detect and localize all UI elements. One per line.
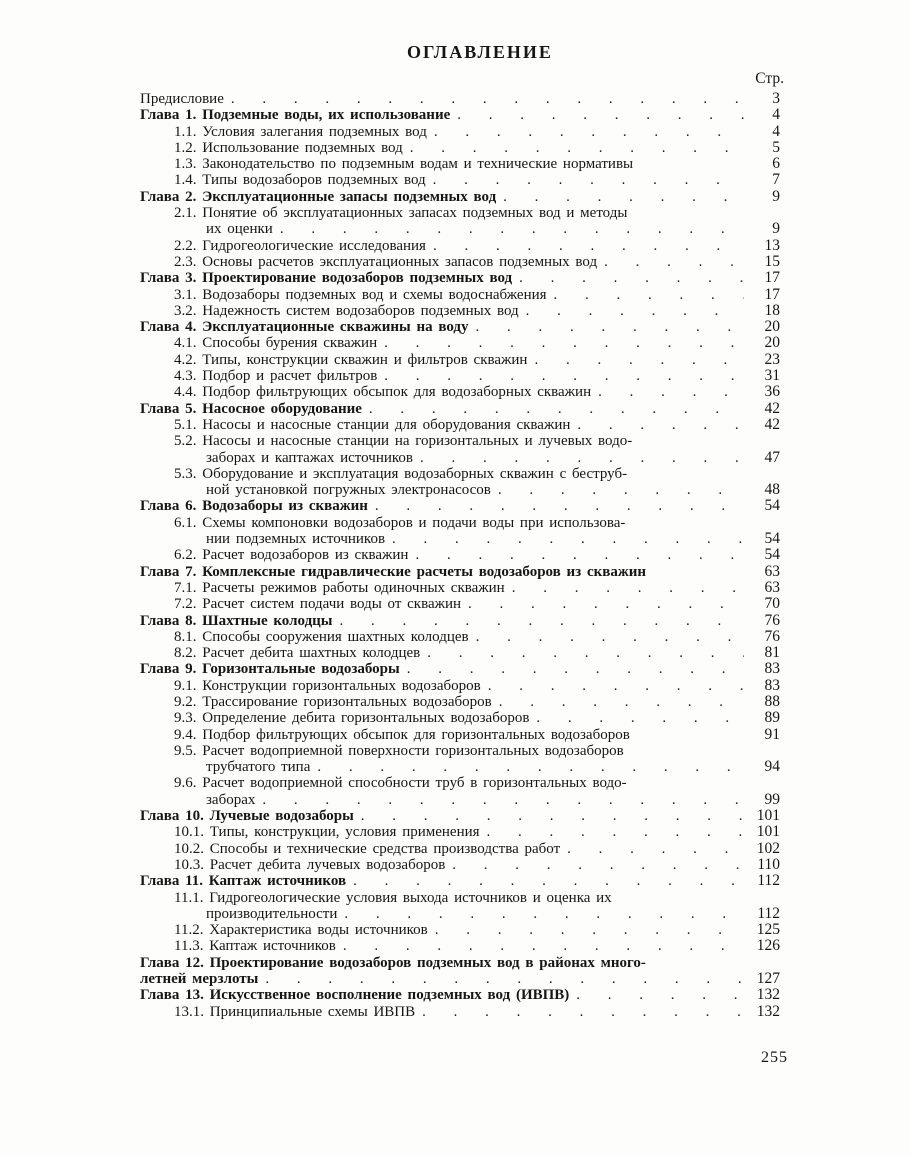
page-title: ОГЛАВЛЕНИЕ [407, 42, 553, 62]
dot-leader [340, 613, 744, 629]
toc-entry [140, 254, 790, 270]
dot-leader [384, 335, 744, 351]
dot-leader [598, 384, 744, 400]
toc-line [140, 987, 790, 1003]
toc-entry-text: 4.3. Подбор и расчет фильтров [174, 368, 378, 385]
toc-entry-page: 126 [756, 937, 780, 955]
toc-line [140, 841, 790, 857]
toc-line [140, 564, 790, 580]
toc-entry-text: 10.2. Способы и технические средства производства работ [174, 840, 561, 857]
toc-entry-page: 15 [764, 252, 780, 270]
toc-entry-page: 4 [772, 106, 780, 124]
dot-leader [476, 629, 744, 645]
dot-leader [343, 938, 744, 954]
toc-entry-page: 63 [764, 578, 780, 596]
toc-entry [140, 335, 790, 351]
toc-entry-text: Глава 11. Каптаж источников [140, 873, 347, 890]
toc-line [140, 824, 790, 840]
dot-leader [392, 531, 744, 547]
toc-entry-text: 2.2. Гидрогеологические исследования [174, 237, 426, 254]
toc-entry-text: 2.1. Понятие об эксплуатационных запасах подземных вод и методы [174, 205, 628, 222]
dot-leader [512, 580, 744, 596]
toc-entry [140, 596, 790, 612]
toc-line [140, 743, 790, 759]
dot-leader [526, 303, 744, 319]
dot-leader [499, 694, 744, 710]
toc-entry-text: 1.2. Использование подземных вод [174, 139, 403, 156]
toc-line [140, 270, 790, 286]
dot-leader [554, 287, 744, 303]
toc-entry [140, 124, 790, 140]
toc-entry [140, 873, 790, 889]
toc-line [140, 498, 790, 514]
toc-entry-page: 54 [764, 497, 780, 515]
toc-entry-page: 127 [756, 970, 780, 988]
toc-entry-text: Предисловие [140, 91, 224, 107]
dot-leader [435, 922, 744, 938]
dot-leader [427, 645, 744, 661]
toc-entry [140, 189, 790, 205]
toc-line [140, 938, 790, 954]
toc-entry-page: 112 [757, 904, 780, 922]
dot-leader [262, 792, 744, 808]
toc-entry [140, 1004, 790, 1020]
toc-entry-text: заборах и каптажах источников [206, 449, 413, 466]
toc-line [140, 352, 790, 368]
toc-entry-text: 9.2. Трассирование горизонтальных водозаборов [174, 693, 492, 710]
toc-entry [140, 270, 790, 286]
toc-entry [140, 238, 790, 254]
toc-line [140, 107, 790, 123]
toc-entry-text: Глава 8. Шахтные колодцы [140, 612, 333, 629]
toc-entry [140, 205, 790, 238]
toc-entry-page: 20 [764, 334, 780, 352]
toc-entry-page: 48 [764, 481, 780, 499]
toc-entry [140, 710, 790, 726]
toc-entry-page: 42 [764, 399, 780, 417]
toc-line [140, 156, 790, 172]
toc-entry-text: производительности [206, 905, 338, 922]
toc-entry-text: 9.4. Подбор фильтрующих обсыпок для горизонтальных водозаборов [174, 726, 630, 743]
toc-entry-page: 31 [764, 367, 780, 385]
dot-leader [567, 841, 744, 857]
dot-leader [434, 124, 744, 140]
toc-entry [140, 91, 790, 107]
dot-leader [457, 107, 744, 123]
toc-entry-text: 1.4. Типы водозаборов подземных вод [174, 172, 426, 189]
toc-entry-page: 18 [764, 301, 780, 319]
dot-leader [375, 498, 744, 514]
toc-entry [140, 694, 790, 710]
toc-entry-text: Глава 4. Эксплуатационные скважины на воду [140, 319, 469, 336]
toc-entry-text: ной установкой погружных электронасосов [206, 482, 491, 499]
toc-entry-text: 10.3. Расчет дебита лучевых водозаборов [174, 856, 446, 873]
dot-leader [353, 873, 744, 889]
toc-entry [140, 743, 790, 776]
toc-entry-text: Глава 6. Водозаборы из скважин [140, 498, 368, 515]
toc-line [140, 368, 790, 384]
toc-entry [140, 287, 790, 303]
toc-line [140, 873, 790, 889]
toc-line [140, 140, 790, 156]
toc-entry-page: 94 [764, 758, 780, 776]
toc-entry [140, 857, 790, 873]
toc-line [140, 91, 790, 107]
toc-entry-page: 20 [764, 318, 780, 336]
toc-entry-page: 54 [764, 546, 780, 564]
toc-entry-text: 4.4. Подбор фильтрующих обсыпок для водозаборных скважин [174, 384, 592, 401]
toc-line [140, 596, 790, 612]
toc-entry-page: 9 [772, 220, 780, 238]
toc-line [140, 792, 790, 808]
toc-entry-text: Глава 10. Лучевые водозаборы [140, 808, 354, 825]
dot-leader [488, 678, 744, 694]
toc-line [140, 955, 790, 971]
toc-entry-text: 3.2. Надежность систем водозаборов подземных вод [174, 302, 519, 319]
dot-leader [498, 482, 744, 498]
toc-line [140, 303, 790, 319]
dot-leader [433, 238, 744, 254]
toc-entry [140, 140, 790, 156]
toc-entry-text: 4.2. Типы, конструкции скважин и фильтров скважин [174, 351, 528, 368]
toc-entry-page: 81 [764, 644, 780, 662]
toc-line [140, 694, 790, 710]
toc-line [140, 710, 790, 726]
dot-leader [361, 808, 744, 824]
dot-leader [415, 547, 744, 563]
toc-entry [140, 401, 790, 417]
toc-entry [140, 808, 790, 824]
toc-line [140, 433, 790, 449]
toc-entry-text: 9.3. Определение дебита горизонтальных водозаборов [174, 710, 530, 727]
toc-line [140, 124, 790, 140]
toc-entry-page: 36 [764, 383, 780, 401]
toc-entry-page: 76 [764, 611, 780, 629]
toc-entry [140, 515, 790, 548]
toc-line [140, 890, 790, 906]
toc-entry-page: 63 [764, 562, 780, 580]
toc-list [140, 91, 790, 1020]
toc-entry-text: 7.1. Расчеты режимов работы одиночных скважин [174, 579, 505, 596]
toc-entry-page: 42 [764, 415, 780, 433]
toc-line [140, 254, 790, 270]
toc-entry-page: 101 [756, 823, 780, 841]
toc-entry-page: 17 [764, 285, 780, 303]
toc-line [140, 759, 790, 775]
toc-line [140, 629, 790, 645]
toc-line [140, 857, 790, 873]
toc-entry [140, 824, 790, 840]
toc-entry-page: 125 [756, 921, 780, 939]
dot-leader [519, 270, 744, 286]
dot-leader [420, 450, 744, 466]
toc-entry [140, 629, 790, 645]
toc-content [140, 42, 790, 1020]
toc-entry-page: 83 [764, 676, 780, 694]
dot-leader [344, 906, 744, 922]
toc-entry [140, 661, 790, 677]
toc-line [140, 466, 790, 482]
toc-entry-page: 89 [764, 709, 780, 727]
toc-entry-text: 10.1. Типы, конструкции, условия применения [174, 824, 480, 841]
page-column-header: Стр. [755, 70, 784, 87]
toc-line [140, 401, 790, 417]
toc-entry [140, 466, 790, 499]
toc-entry-page: 3 [772, 90, 780, 107]
toc-entry-page: 5 [772, 138, 780, 156]
toc-line [140, 1004, 790, 1020]
toc-entry-text: Глава 1. Подземные воды, их использование [140, 107, 451, 124]
folio-page-number: 255 [761, 1049, 788, 1066]
toc-entry-page: 70 [764, 595, 780, 613]
toc-entry-text: 8.2. Расчет дебита шахтных колодцев [174, 645, 421, 662]
toc-entry-text: Глава 5. Насосное оборудование [140, 400, 362, 417]
toc-line [140, 971, 790, 987]
toc-entry-text: их оценки [206, 221, 273, 238]
toc-entry-text: заборах [206, 791, 256, 808]
toc-entry-text: 3.1. Водозаборы подземных вод и схемы водоснабжения [174, 286, 547, 303]
toc-entry-text: 5.2. Насосы и насосные станции на горизонтальных и лучевых водо- [174, 433, 633, 450]
dot-leader [410, 140, 744, 156]
toc-entry-text: 9.5. Расчет водоприемной поверхности горизонтальных водозаборов [174, 742, 624, 759]
toc-line [140, 922, 790, 938]
toc-entry-page: 13 [764, 236, 780, 254]
toc-entry-page: 23 [764, 350, 780, 368]
dot-leader [576, 987, 744, 1003]
toc-entry-page: 132 [756, 986, 780, 1004]
toc-entry-text: трубчатого типа [206, 759, 311, 776]
toc-line [140, 808, 790, 824]
dot-leader [604, 254, 744, 270]
toc-entry-page: 17 [764, 269, 780, 287]
toc-entry-page: 132 [756, 1002, 780, 1020]
dot-leader [468, 596, 744, 612]
dot-leader [317, 759, 744, 775]
toc-entry [140, 433, 790, 466]
toc-entry-text: Глава 9. Горизонтальные водозаборы [140, 661, 400, 678]
dot-leader [422, 1004, 744, 1020]
dot-leader [503, 189, 744, 205]
toc-entry [140, 547, 790, 563]
toc-line [140, 906, 790, 922]
toc-entry-text: 1.3. Законодательство по подземным водам и технические нормативы [174, 156, 634, 173]
toc-entry [140, 678, 790, 694]
dot-leader [476, 319, 744, 335]
toc-entry [140, 580, 790, 596]
toc-entry [140, 727, 790, 743]
toc-entry-text: летней мерзлоты [140, 971, 259, 988]
toc-entry-text: 2.3. Основы расчетов эксплуатационных запасов подземных вод [174, 253, 598, 270]
dot-leader [487, 824, 744, 840]
toc-entry-page: 83 [764, 660, 780, 678]
toc-entry-page: 7 [772, 171, 780, 189]
dot-leader [384, 368, 744, 384]
toc-entry [140, 890, 790, 923]
toc-entry [140, 613, 790, 629]
toc-entry [140, 922, 790, 938]
toc-line [140, 205, 790, 221]
toc-entry [140, 498, 790, 514]
toc-line [140, 417, 790, 433]
toc-entry-text: Глава 3. Проектирование водозаборов подземных вод [140, 270, 513, 287]
toc-entry-text: 6.2. Расчет водозаборов из скважин [174, 547, 409, 564]
toc-line [140, 319, 790, 335]
toc-entry-text: 5.3. Оборудование и эксплуатация водозаборных скважин с беструб- [174, 465, 628, 482]
toc-line [140, 547, 790, 563]
toc-entry [140, 564, 790, 580]
dot-leader [369, 401, 744, 417]
toc-entry-page: 54 [764, 530, 780, 548]
toc-entry-text: 8.1. Способы сооружения шахтных колодцев [174, 628, 469, 645]
dot-leader [452, 857, 744, 873]
toc-entry-page: 91 [764, 725, 780, 743]
toc-entry-text: 6.1. Схемы компоновки водозаборов и подачи воды при использова- [174, 514, 626, 531]
toc-line [140, 727, 790, 743]
toc-entry [140, 172, 790, 188]
toc-line [140, 482, 790, 498]
dot-leader [280, 221, 744, 237]
toc-entry-page: 102 [756, 839, 780, 857]
toc-entry-text: 11.3. Каптаж источников [174, 938, 336, 955]
toc-entry [140, 645, 790, 661]
toc-line [140, 287, 790, 303]
toc-entry-page: 112 [757, 872, 780, 890]
toc-line [140, 531, 790, 547]
dot-leader [534, 352, 744, 368]
toc-entry-text: 9.1. Конструкции горизонтальных водозаборов [174, 677, 481, 694]
toc-line [140, 238, 790, 254]
toc-entry-text: 13.1. Принципиальные схемы ИВПВ [174, 1003, 416, 1020]
toc-entry-text: 1.1. Условия залегания подземных вод [174, 123, 427, 140]
toc-entry [140, 841, 790, 857]
toc-entry [140, 955, 790, 988]
toc-entry-text: Глава 12. Проектирование водозаборов подземных вод в районах много- [140, 954, 646, 971]
toc-entry-text: 5.1. Насосы и насосные станции для оборудования скважин [174, 416, 571, 433]
toc-entry-text: Глава 7. Комплексные гидравлические расчеты водозаборов из скважин [140, 563, 647, 580]
dot-leader [577, 417, 744, 433]
toc-line [140, 613, 790, 629]
toc-entry-page: 88 [764, 692, 780, 710]
toc-entry-page: 101 [756, 807, 780, 825]
toc-line [140, 221, 790, 237]
toc-entry-text: 7.2. Расчет систем подачи воды от скважин [174, 596, 462, 613]
toc-line [140, 172, 790, 188]
toc-line [140, 384, 790, 400]
toc-entry [140, 156, 790, 172]
toc-line [140, 189, 790, 205]
toc-line [140, 661, 790, 677]
toc-entry [140, 107, 790, 123]
toc-entry-page: 76 [764, 627, 780, 645]
toc-line [140, 450, 790, 466]
toc-entry [140, 417, 790, 433]
toc-entry [140, 775, 790, 808]
toc-entry [140, 368, 790, 384]
toc-entry-page: 110 [757, 855, 780, 873]
toc-entry [140, 319, 790, 335]
toc-entry-text: 4.1. Способы бурения скважин [174, 335, 378, 352]
dot-leader [433, 172, 744, 188]
toc-line [140, 515, 790, 531]
toc-entry-page: 9 [772, 187, 780, 205]
toc-entry-text: Глава 13. Искусственное восполнение подземных вод (ИВПВ) [140, 987, 570, 1004]
toc-entry-text: 9.6. Расчет водоприемной способности труб в горизонтальных водо- [174, 775, 627, 792]
dot-leader [265, 971, 744, 987]
toc-entry-text: Глава 2. Эксплуатационные запасы подземных вод [140, 188, 497, 205]
toc-entry [140, 938, 790, 954]
toc-entry-text: 11.2. Характеристика воды источников [174, 922, 428, 939]
toc-line [140, 335, 790, 351]
toc-line [140, 775, 790, 791]
toc-line [140, 580, 790, 596]
toc-entry-page: 47 [764, 448, 780, 466]
toc-entry [140, 303, 790, 319]
toc-line [140, 645, 790, 661]
toc-entry [140, 384, 790, 400]
dot-leader [536, 710, 744, 726]
dot-leader [231, 91, 744, 107]
toc-entry-page: 4 [772, 122, 780, 140]
toc-entry-text: нии подземных источников [206, 531, 386, 548]
toc-entry-text: 11.1. Гидрогеологические условия выхода источников и оценка их [174, 889, 612, 906]
toc-entry-page: 99 [764, 790, 780, 808]
toc-entry [140, 352, 790, 368]
toc-line [140, 678, 790, 694]
dot-leader [407, 661, 744, 677]
toc-entry-page: 6 [772, 155, 780, 173]
toc-entry [140, 987, 790, 1003]
